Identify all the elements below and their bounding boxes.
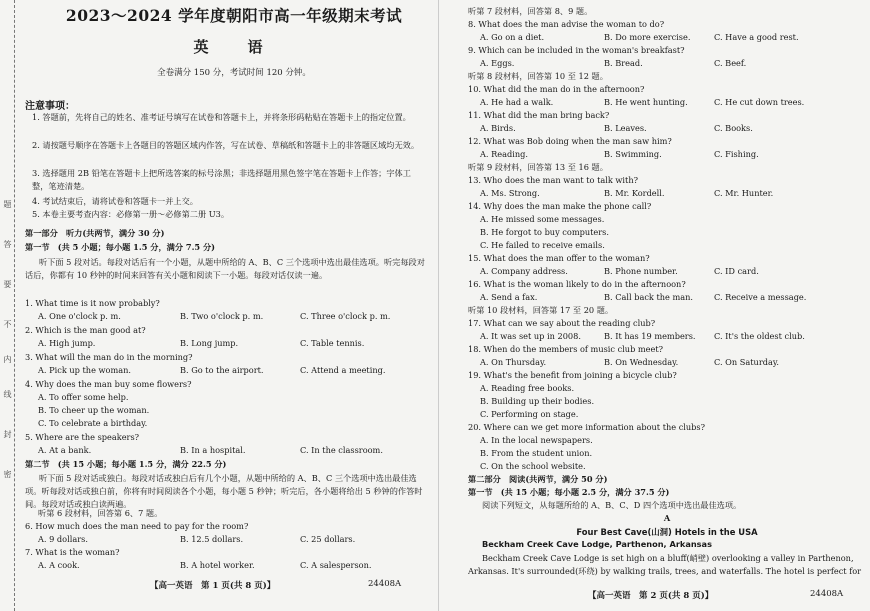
question: 13. Who does the man want to talk with? xyxy=(468,175,639,185)
page-2 xyxy=(438,0,870,611)
part-heading: 第二部分 阅读(共两节，满分 50 分) xyxy=(468,474,608,484)
option-a: A. On Thursday. xyxy=(480,357,547,367)
score-info: 全卷满分 150 分，考试时间 120 分钟。 xyxy=(157,68,311,78)
option-b: B. Bread. xyxy=(604,58,643,68)
listening-instruction: 听第 6 段材料，回答第 6、7 题。 xyxy=(38,508,163,518)
option-a: A. He had a walk. xyxy=(480,97,554,107)
question: 10. What did the man do in the afternoon? xyxy=(468,84,645,94)
binding-char: 不 xyxy=(3,320,12,328)
option-c: C. Beef. xyxy=(714,58,747,68)
question: 6. How much does the man need to pay for the room? xyxy=(25,521,249,531)
question: 2. Which is the man good at? xyxy=(25,325,146,335)
binding-char: 密 xyxy=(3,470,12,478)
exam-code: 24408A xyxy=(368,579,402,589)
question: 16. What is the woman likely to do in the afternoon? xyxy=(468,279,686,289)
question: 8. What does the man advise the woman to do? xyxy=(468,19,665,29)
binding-char: 要 xyxy=(3,280,12,288)
section-directions: 听下面 5 段对话或独白。每段对话或独白后有几个小题，从题中所给的 A、B、C 三个选项中选出最佳选项。听每段对话或独白前，你将有时间阅读各个小题，每小题 5 秒钟；听完后，各小题将给出 5 秒钟的作答时间。每段对话或独白读两遍。 xyxy=(25,473,423,509)
option-b: B. He forgot to buy computers. xyxy=(480,227,609,237)
option-c: C. Have a good rest. xyxy=(714,32,799,42)
option-a: A. Reading free books. xyxy=(480,383,575,393)
option-c: C. On the school website. xyxy=(480,461,586,471)
option-a: A. It was set up in 2008. xyxy=(480,331,581,341)
passage-title: Four Best Cave(山洞) Hotels in the USA xyxy=(576,527,758,537)
passage-text: Beckham Creek Cave Lodge is set high on a bluff(峭壁) overlooking a valley in Parthenon, Arkansas. It's surrounded(环绕) by walking trails, trees, and waterfalls. The hotel is perfect for xyxy=(468,553,862,576)
option-c: C. He cut down trees. xyxy=(714,97,805,107)
page-footer: 【高一英语 第 1 页(共 8 页)】 xyxy=(150,581,276,591)
option-c: C. A salesperson. xyxy=(300,560,372,570)
option-a: A. He missed some messages. xyxy=(480,214,605,224)
option-b: B. On Wednesday. xyxy=(604,357,679,367)
section-heading: 第一节 (共 5 小题；每小题 1.5 分，满分 7.5 分) xyxy=(25,242,216,252)
option-a: A. At a bank. xyxy=(38,445,92,455)
subject-title: 英 语 xyxy=(193,38,275,56)
option-a: A. High jump. xyxy=(38,338,96,348)
section-directions: 听下面 5 段对话。每段对话后有一个小题，从题中所给的 A、B、C 三个选项中选出最佳选项。听完每段对话后，你都有 10 秒钟的时间来回答有关小题和阅读下一小题。每段对话仅读一遍。 xyxy=(25,257,425,280)
question: 11. What did the man bring back? xyxy=(468,110,610,120)
option-b: B. It has 19 members. xyxy=(604,331,696,341)
option-c: C. In the classroom. xyxy=(300,445,383,455)
question: 17. What can we say about the reading club? xyxy=(468,318,656,328)
option-a: A. Reading. xyxy=(480,149,528,159)
option-a: A. To offer some help. xyxy=(38,392,129,402)
listening-instruction: 听第 9 段材料，回答第 13 至 16 题。 xyxy=(468,162,608,172)
option-b: B. 12.5 dollars. xyxy=(180,534,244,544)
option-c: C. ID card. xyxy=(714,266,759,276)
option-b: B. Mr. Kordell. xyxy=(604,188,665,198)
note-item: 1. 答题前，先将自己的姓名、准考证号填写在试卷和答题卡上，并将条形码粘贴在答题卡上的指定位置。 xyxy=(32,112,411,122)
option-b: B. Call back the man. xyxy=(604,292,694,302)
question: 18. When do the members of music club meet? xyxy=(468,344,664,354)
option-c: C. 25 dollars. xyxy=(300,534,356,544)
exam-code: 24408A xyxy=(810,589,844,599)
option-c: C. Receive a message. xyxy=(714,292,807,302)
option-c: C. Table tennis. xyxy=(300,338,365,348)
question: 20. Where can we get more information about the clubs? xyxy=(468,422,706,432)
option-c: C. Books. xyxy=(714,123,753,133)
option-c: C. He failed to receive emails. xyxy=(480,240,605,250)
section-heading: 第二节 (共 15 小题；每小题 1.5 分，满分 22.5 分) xyxy=(25,459,227,469)
option-a: A. Go on a diet. xyxy=(480,32,545,42)
option-b: B. Swimming. xyxy=(604,149,662,159)
option-b: B. From the student union. xyxy=(480,448,593,458)
listening-instruction: 听第 10 段材料，回答第 17 至 20 题。 xyxy=(468,305,614,315)
section-heading: 第一节 (共 15 小题；每小题 2.5 分，满分 37.5 分) xyxy=(468,487,670,497)
option-b: B. In a hospital. xyxy=(180,445,246,455)
option-a: A. One o'clock p. m. xyxy=(38,311,121,321)
option-c: C. Attend a meeting. xyxy=(300,365,386,375)
option-b: B. Do more exercise. xyxy=(604,32,691,42)
option-a: A. Pick up the woman. xyxy=(38,365,131,375)
option-b: B. He went hunting. xyxy=(604,97,688,107)
question: 4. Why does the man buy some flowers? xyxy=(25,379,192,389)
option-a: A. In the local newspapers. xyxy=(480,435,593,445)
question: 19. What's the benefit from joining a bicycle club? xyxy=(468,370,677,380)
question: 7. What is the woman? xyxy=(25,547,120,557)
option-a: A. Ms. Strong. xyxy=(480,188,540,198)
option-b: B. Two o'clock p. m. xyxy=(180,311,264,321)
listening-instruction: 听第 7 段材料，回答第 8、9 题。 xyxy=(468,6,593,16)
section-directions: 阅读下列短文，从每题所给的 A、B、C、D 四个选项中选出最佳选项。 xyxy=(482,500,742,510)
option-c: C. It's the oldest club. xyxy=(714,331,805,341)
binding-char: 题 xyxy=(3,200,12,208)
passage-letter: A xyxy=(663,513,671,523)
option-c: C. On Saturday. xyxy=(714,357,779,367)
option-b: B. Go to the airport. xyxy=(180,365,264,375)
option-b: B. To cheer up the woman. xyxy=(38,405,150,415)
page-footer: 【高一英语 第 2 页(共 8 页)】 xyxy=(588,591,714,601)
option-c: C. Mr. Hunter. xyxy=(714,188,774,198)
option-b: B. Building up their bodies. xyxy=(480,396,595,406)
option-a: A. Birds. xyxy=(480,123,516,133)
option-b: B. Phone number. xyxy=(604,266,678,276)
option-c: C. Three o'clock p. m. xyxy=(300,311,391,321)
option-a: A. Send a fax. xyxy=(480,292,538,302)
question: 5. Where are the speakers? xyxy=(25,432,140,442)
question: 12. What was Bob doing when the man saw him? xyxy=(468,136,672,146)
binding-char: 封 xyxy=(3,430,12,438)
option-a: A. A cook. xyxy=(38,560,80,570)
listening-instruction: 听第 8 段材料，回答第 10 至 12 题。 xyxy=(468,71,608,81)
option-a: A. 9 dollars. xyxy=(38,534,88,544)
exam-title: 2023～2024 学年度朝阳市高一年级期末考试 xyxy=(65,6,403,25)
option-c: C. Fishing. xyxy=(714,149,759,159)
question: 1. What time is it now probably? xyxy=(25,298,160,308)
notes-heading: 注意事项： xyxy=(25,101,75,112)
note-item: 3. 选择题用 2B 铅笔在答题卡上把所选答案的标号涂黑；非选择题用黑色签字笔在答题卡上作答；字体工整，笔迹清楚。 xyxy=(32,168,411,191)
binding-char: 答 xyxy=(3,240,12,248)
option-c: C. To celebrate a birthday. xyxy=(38,418,148,428)
note-item: 4. 考试结束后，请将试卷和答题卡一并上交。 xyxy=(32,196,198,206)
option-b: B. Leaves. xyxy=(604,123,647,133)
note-item: 2. 请按题号顺序在答题卡上各题目的答题区域内作答，写在试卷、草稿纸和答题卡上的非答题区域均无效。 xyxy=(32,140,420,150)
binding-margin xyxy=(0,0,15,611)
hotel-heading: Beckham Creek Cave Lodge, Parthenon, Arkansas xyxy=(482,539,712,549)
note-item: 5. 本卷主要考查内容：必修第一册～必修第二册 U3。 xyxy=(32,209,230,219)
option-b: B. Long jump. xyxy=(180,338,239,348)
question: 9. Which can be included in the woman's breakfast? xyxy=(468,45,685,55)
binding-char: 线 xyxy=(3,390,12,398)
binding-char: 内 xyxy=(3,355,12,363)
question: 15. What does the man offer to the woman? xyxy=(468,253,650,263)
part-heading: 第一部分 听力(共两节，满分 30 分) xyxy=(25,228,165,238)
option-c: C. Performing on stage. xyxy=(480,409,579,419)
option-a: A. Company address. xyxy=(480,266,568,276)
option-b: B. A hotel worker. xyxy=(180,560,255,570)
option-a: A. Eggs. xyxy=(480,58,515,68)
question: 3. What will the man do in the morning? xyxy=(25,352,193,362)
question: 14. Why does the man make the phone call? xyxy=(468,201,652,211)
